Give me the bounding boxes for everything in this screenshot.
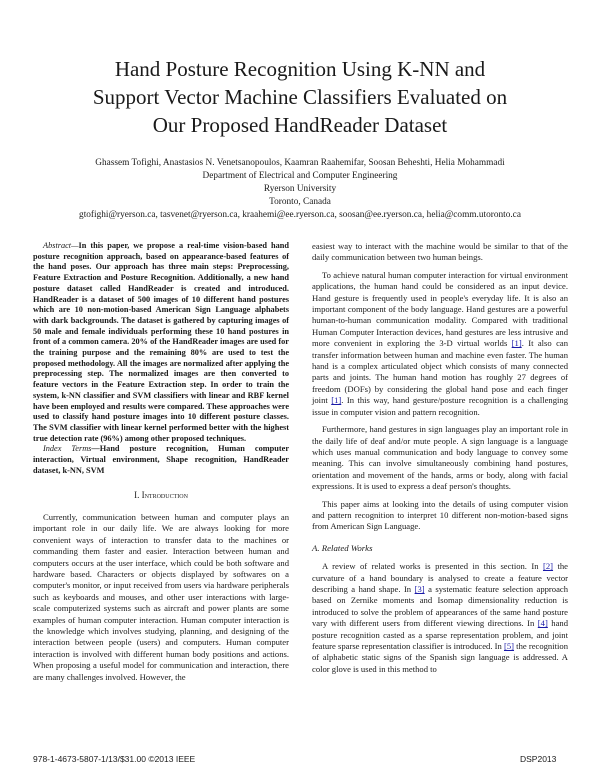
title-line-2: Support Vector Machine Classifiers Evaluated on — [92, 85, 508, 109]
author-names: Ghassem Tofighi, Anastasios N. Venetsanopoulos, Kaamran Raahemifar, Soosan Beheshti, Helia Mohammadi — [95, 158, 505, 168]
citation-link-2[interactable]: [2] — [543, 561, 554, 572]
citation-link-3[interactable]: [3] — [414, 583, 425, 594]
citation-link-1[interactable]: [1] — [511, 338, 522, 349]
citation-link-1b[interactable]: [1] — [331, 395, 342, 406]
rw-text-3: a systematic feature selection approach based on Zernike moments and Isomap dimensionality reduction is introduced to solve the problem of appearances of the same hand posture vary with different users from different viewing directions. In — [312, 583, 568, 629]
affiliation-location: Toronto, Canada — [269, 197, 331, 207]
affiliation-department: Department of Electrical and Computer Engineering — [202, 171, 398, 181]
intro-continued-paragraph: easiest way to interact with the machine would be similar to that of the daily communication between two human beings. — [312, 241, 568, 263]
subsection-heading-related-works: A. Related Works — [312, 542, 373, 553]
title-line-1: Hand Posture Recognition Using K-NN and — [114, 57, 486, 81]
rw-text-1: A review of related works is presented in this section. In — [322, 561, 544, 572]
sign-language-paragraph: Furthermore, hand gestures in sign languages play an important role in the daily life of deaf and/or mute people. A sign language is a language which uses manual communication and body language to convey some meaning. This can involve simultaneously combining hand postures, orientation and movement of the hands, arms or body, along with facial expressions. It is used to express a deaf person's thoughts. — [312, 424, 568, 492]
abstract — [33, 241, 289, 444]
left-column — [33, 241, 289, 683]
hci-text-1: To achieve natural human computer interaction for virtual environment applications, the human hand could be considered as an input device. Hand gesture is frequently used in people's everyday life. It is also an important component of the body language. Hand gestures are a powerful human-to-human communication modality. Compared with traditional Human Computer Interaction devices, hand gestures are less intrusive and more convenient in exploring the 3-D virtual worlds — [312, 269, 568, 349]
footer-conference: DSP2013 — [520, 754, 557, 764]
title-line-3: Our Proposed HandReader Dataset — [152, 113, 448, 137]
footer-copyright: 978-1-4673-5807-1/13/$31.00 ©2013 IEEE — [33, 754, 196, 764]
abstract-text: In this paper, we propose a real-time vision-based hand posture recognition approach, based on appearance-based features of the hand poses. Our approach has three main steps: Preprocessing, Feature Extraction and Posture Recognition. Additionally, a new hand posture dataset called HandReader is created and introduced. HandReader is a dataset of 500 images of 10 different hand postures which are 10 non-motion-based American Sign Language alphabets with dark backgrounds. The dataset is gathered by capturing images of 50 male and female individuals performing these 10 hand postures in front of a common camera. 20% of the HandReader images are used for the training purpose and the remaining 80% are used to test the proposed methodology. All the images are normalized after applying the preprocessing step. The normalized images are then converted to feature vectors in the Feature Extraction step. In order to train the system, k-NN classifier and SVM classifiers with linear and RBF kernel have been employed and results were compared. These approaches were used to classify hand posture images into 10 different posture classes. The SVM classifier with linear kernel performed better with the highest true detection rate (96%) among other proposed techniques. — [33, 241, 289, 443]
hci-text-3: . In this way, hand gesture/posture recognition is a challenging issue in computer vision and pattern recognition. — [312, 395, 568, 417]
affiliation-university: Ryerson University — [263, 184, 337, 194]
rw-text-2: the curvature of a hand boundary is analysed to create a feature vector describing a hand shape. In — [312, 561, 568, 594]
intro-paragraph: Currently, communication between human and computer plays an important role in our daily life. We are always looking for more convenient ways of interaction to transfer data to the machines or commanding them faster and easier. Interaction between human and computers occurs at the user interface, which could be both software and hardware based. Characters or objects displayed by softwares on a computer's monitor, or input received from users via hardware peripherals such as keyboards and mouses, and other user interactions with large-scale computerized systems such as aircraft and power plants are some examples of human computer interaction. Human computer interaction is the knowledge which involves studying, planning, and designing of the interaction between people (users) and computers. Human computer interaction is involved with different human body positions and actions. When proposing a useful model for communication and interaction, there are many challenges involved. However, the — [33, 511, 289, 682]
abstract-label: Abstract— — [43, 241, 79, 250]
aims-paragraph: This paper aims at looking into the details of using computer vision and pattern recognition to interpret 10 different non-motion-based signs from American Sign Language. — [312, 498, 568, 532]
citation-link-4[interactable]: [4] — [537, 618, 548, 629]
index-terms-text: —Hand posture recognition, Human computer interaction, Virtual environment, Shape recognition, HandReader dataset, k-NN, SVM — [33, 444, 290, 475]
index-terms-label: Index Terms — [43, 444, 92, 454]
author-emails: gtofighi@ryerson.ca, tasvenet@ryerson.ca, kraahemi@ee.ryerson.ca, soosan@ee.ryerson.ca, helia@comm.utoronto.ca — [79, 210, 521, 220]
paper-title — [40, 55, 560, 139]
author-block — [20, 157, 580, 222]
index-terms — [33, 444, 289, 476]
section-heading-introduction: I. Introduction — [134, 490, 188, 501]
rw-text-5: the recognition of alphabetic static signs of the Spanish sign language is addressed. A color glove is used in this method to — [312, 641, 568, 674]
hci-paragraph — [312, 270, 568, 418]
rw-text-4: hand posture recognition casted as a sparse representation problem, and joint feature sparse representation classifier is introduced. In — [312, 618, 568, 651]
related-works-paragraph — [312, 561, 568, 675]
hci-text-2: . It also can transfer information between human and machine even faster. The human hand is a complex articulated object which consists of many connected parts and joints. The human hand motion has roughly 27 degrees of freedom (DOFs) by considering the global hand pose and each finger joint — [312, 338, 568, 406]
citation-link-5[interactable]: [5] — [503, 641, 515, 651]
right-column — [312, 241, 568, 675]
